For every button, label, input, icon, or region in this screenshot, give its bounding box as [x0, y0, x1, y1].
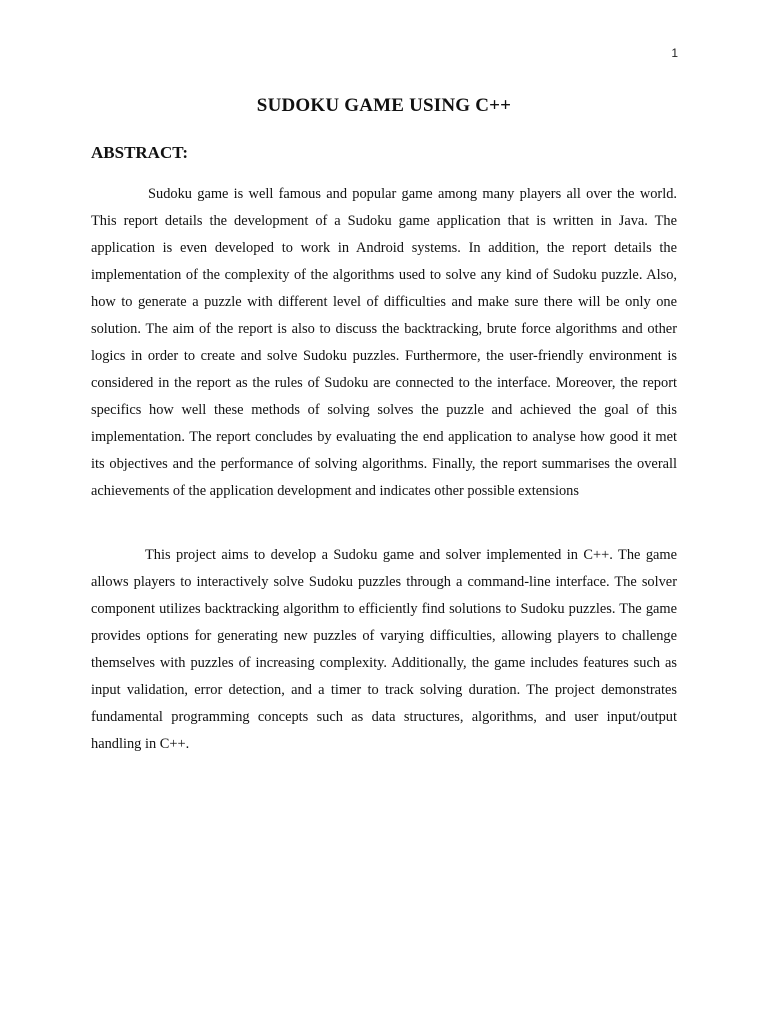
document-title: SUDOKU GAME USING C++: [256, 95, 512, 116]
abstract-paragraph-1: Sudoku game is well famous and popular game among many players all over the world. This report details the development of a Sudoku game application that is written in Java. The application is even developed to work in Android systems. In addition, the report details the implementation of the complexity of the algorithms used to solve any kind of Sudoku puzzle. Also, how to generate a puzzle with different level of difficulties and make sure there will be only one solution. The aim of the report is also to discuss the backtracking, brute force algorithms and other logics in order to create and solve Sudoku puzzles. Furthermore, the user-friendly environment is considered in the report as the rules of Sudoku are connected to the interface. Moreover, the report specifics how well these methods of solving solves the puzzle and achieved the goal of this implementation. The report concludes by evaluating the end application to analyse how good it met its objectives and the performance of solving algorithms. Finally, the report summarises the overall achievements of the application development and indicates other possible extensions: [91, 186, 677, 499]
page-number: 1: [671, 46, 678, 60]
abstract-heading: ABSTRACT:: [91, 143, 188, 162]
abstract-paragraph-2: This project aims to develop a Sudoku game and solver implemented in C++. The game allows players to interactively solve Sudoku puzzles through a command-line interface. The solver component utilizes backtracking algorithm to efficiently find solutions to Sudoku puzzles. The game provides options for generating new puzzles of varying difficulties, allowing players to challenge themselves with puzzles of increasing complexity. Additionally, the game includes features such as input validation, error detection, and a timer to track solving duration. The project demonstrates fundamental programming concepts such as data structures, algorithms, and user input/output handling in C++.: [91, 547, 677, 752]
